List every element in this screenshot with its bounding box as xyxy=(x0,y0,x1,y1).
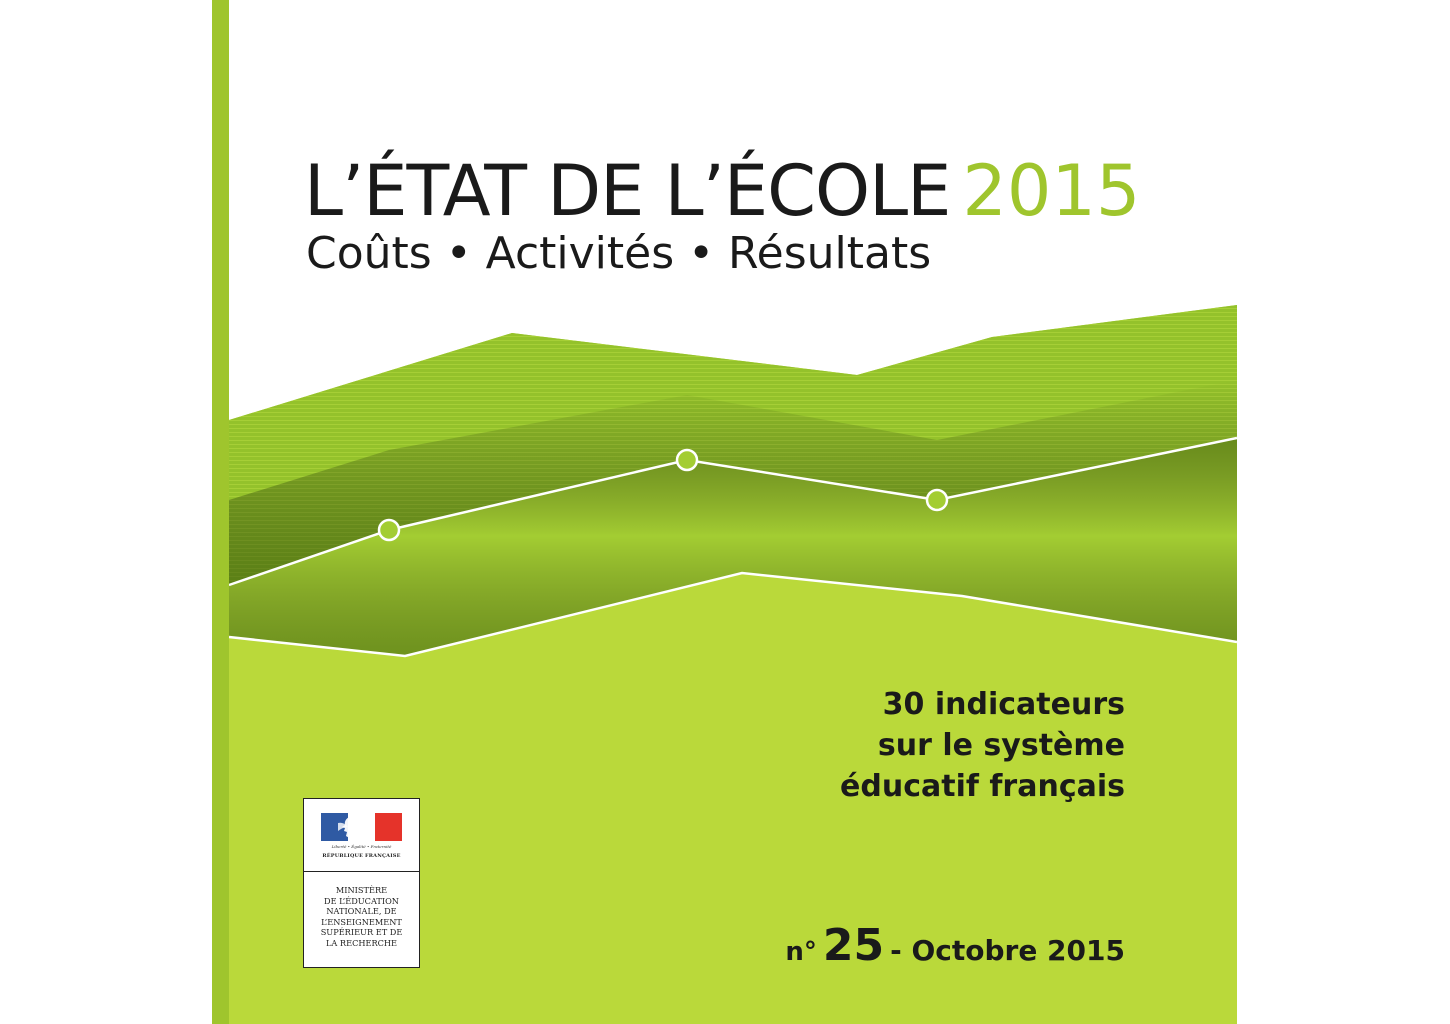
cover-title xyxy=(304,150,1140,232)
ministry-line: SUPÉRIEUR ET DE xyxy=(320,927,403,938)
trend-point xyxy=(927,490,947,510)
ministry-line: L’ENSEIGNEMENT xyxy=(321,916,402,927)
republic-name: RÉPUBLIQUE FRANÇAISE xyxy=(322,853,401,859)
ministry-line: DE L’ÉDUCATION xyxy=(324,895,399,906)
flag-red-stripe xyxy=(375,813,402,841)
ministry-line: MINISTÈRE xyxy=(335,885,388,895)
issue-prefix: n° xyxy=(785,937,817,967)
marianne-icon xyxy=(338,813,365,841)
tagline-line: 30 indicateurs xyxy=(882,687,1125,722)
issue-number: 25 xyxy=(822,920,885,971)
cover-subtitle: Coûts • Activités • Résultats xyxy=(306,228,932,279)
title-year: 2015 xyxy=(962,150,1141,232)
trend-point xyxy=(677,450,697,470)
tagline-line: sur le système xyxy=(877,728,1125,763)
republic-emblem xyxy=(304,799,419,872)
cover-tagline xyxy=(840,684,1125,807)
trend-point xyxy=(379,520,399,540)
ministry-logo xyxy=(303,798,420,968)
report-cover xyxy=(212,0,1237,1024)
issue-info xyxy=(785,920,1125,971)
title-text: L’ÉTAT DE L’ÉCOLE xyxy=(304,150,951,232)
ministry-name xyxy=(308,885,415,949)
republic-motto: Liberté • Égalité • Fraternité xyxy=(331,844,392,849)
ministry-line: LA RECHERCHE xyxy=(325,937,398,948)
cover-left-bar xyxy=(212,0,229,1024)
ministry-line: NATIONALE, DE xyxy=(326,906,397,917)
tagline-line: éducatif français xyxy=(840,769,1125,804)
issue-date: - Octobre 2015 xyxy=(890,934,1125,967)
